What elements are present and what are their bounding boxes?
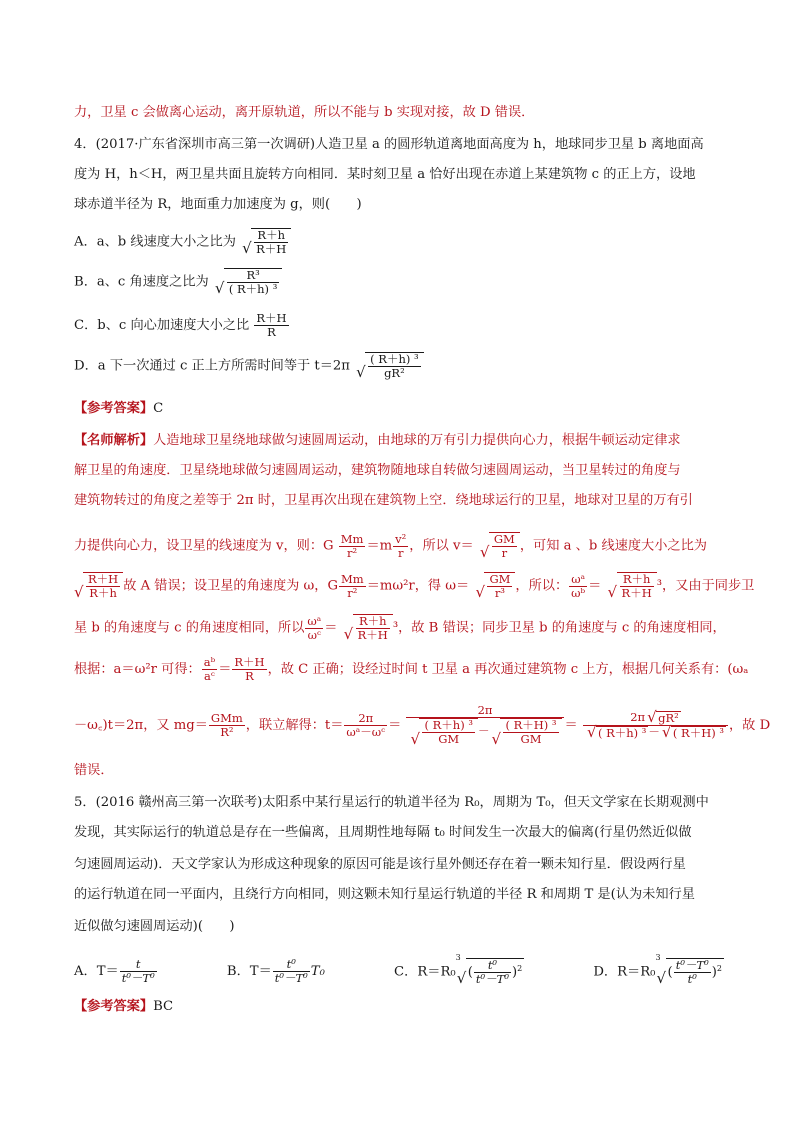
fraction-denominator: R＋H <box>256 242 287 257</box>
formula-fraction <box>273 958 310 985</box>
analysis-text: 星 b 的角速度与 c 的角速度相同，所以 <box>74 620 305 636</box>
fraction-numerator: ωᵃ <box>307 613 322 628</box>
formula-fraction <box>583 711 728 740</box>
fraction-denominator: r² <box>347 545 358 560</box>
fraction-denominator: gR² <box>384 366 405 381</box>
sqrt-symbol <box>74 572 123 600</box>
fraction-denominator: t⁰－T⁰ <box>475 972 509 987</box>
analysis-text: 2π <box>630 709 646 724</box>
fraction-denominator: R＋h <box>89 586 117 601</box>
analysis-text: ³，又由于同步卫 <box>656 578 755 594</box>
q4-analysis-line-3: 建筑物转过的角度之差等于 2π 时，卫星再次出现在建筑物上空．绕地球运行的卫星，地球对卫星的万有引 <box>74 493 693 508</box>
q4-answer <box>74 402 163 415</box>
formula-fraction <box>209 712 245 739</box>
fraction-denominator: r³ <box>494 586 505 601</box>
fraction-denominator: GM <box>438 732 460 747</box>
fraction-numerator: √ GM <box>493 532 515 546</box>
q4-analysis-line-9: 错误． <box>74 763 114 778</box>
fraction-denominator: r <box>397 545 404 560</box>
fraction-denominator: ( R＋h) ³ <box>228 282 278 297</box>
answer-label: 【参考答案】 <box>74 999 154 1014</box>
formula-fraction <box>422 719 474 746</box>
analysis-text: ( R＋h) ³ <box>597 725 647 740</box>
q4-option-d-fraction <box>368 353 420 380</box>
fraction-numerator: t <box>120 958 157 972</box>
formula-fraction <box>339 573 366 600</box>
fraction-denominator: ωᵇ <box>571 585 586 600</box>
fraction-denominator: ωᵃ－ωᶜ <box>346 724 386 739</box>
exponent: 2 <box>716 963 722 973</box>
sqrt-symbol <box>491 718 561 746</box>
q5-option-a <box>74 958 158 986</box>
fraction-numerator: 2π <box>344 712 387 726</box>
q4-option-c-fraction <box>254 312 288 339</box>
fraction-denominator: R＋H <box>621 586 652 601</box>
analysis-text: 力提供向心力，设卫星的线速度为 v，则：G <box>74 538 334 554</box>
q4-option-b-label: B．a、c 角速度之比为 <box>74 274 209 290</box>
analysis-text: － <box>648 724 660 739</box>
fraction-denominator: R＋H <box>357 628 388 643</box>
fraction-denominator: R² <box>220 724 234 739</box>
fraction-numerator: √ GM <box>489 572 511 586</box>
continued-analysis-line: 力，卫星 c 会做离心运动，离开原轨道，所以不能与 b 实现对接，故 D 错误． <box>74 105 535 120</box>
option-label: C．R＝R₀ <box>394 964 456 980</box>
formula-fraction <box>120 958 157 985</box>
q5-stem-line-5: 近似做匀速圆周运动)( ) <box>74 919 235 934</box>
formula-fraction <box>339 533 366 560</box>
sqrt-symbol <box>215 268 282 296</box>
analysis-text: ＝ <box>324 620 338 636</box>
analysis-text: 人造地球卫星绕地球做匀速圆周运动，由地球的万有引力提供向心力，根据牛顿运动定律求 <box>153 433 681 448</box>
sqrt-symbol <box>608 572 657 600</box>
formula-fraction <box>356 615 390 642</box>
analysis-text: ( R＋H) ³ <box>672 725 724 740</box>
fraction-denominator: GM <box>520 732 542 747</box>
q4-option-b-fraction <box>227 269 279 296</box>
fraction-numerator: 2π <box>406 704 563 718</box>
q4-stem-line-2: 度为 H，h＜H，两卫星共面且旋转方向相同．某时刻卫星 a 恰好出现在赤道上某建筑物 c 的正上方，设地 <box>74 167 696 182</box>
answer-value: C <box>153 401 164 416</box>
formula-fraction <box>487 573 512 600</box>
option-label: A．T＝ <box>74 964 119 980</box>
fraction-numerator: √ ( R＋h) ³ <box>424 718 473 733</box>
sqrt-symbol <box>662 726 726 740</box>
fraction-numerator: √ ( R＋h) ³ <box>370 352 419 366</box>
analysis-text: 故 A 错误；设卫星的角速度为 ω，G <box>123 578 339 594</box>
fraction-denominator <box>583 726 728 740</box>
formula-fraction <box>503 719 558 746</box>
q4-analysis-line-7 <box>74 656 748 683</box>
sqrt-symbol <box>410 718 477 746</box>
q4-option-c-label: C．b、c 向心加速度大小之比 <box>74 318 250 334</box>
analysis-text: ，可知 a 、b 线速度大小之比为 <box>519 538 707 554</box>
sqrt-symbol <box>242 228 291 256</box>
q5-option-d <box>593 953 724 987</box>
fraction-denominator: t⁰ <box>687 972 697 987</box>
q4-stem-line-3: 球赤道半径为 R，地面重力加速度为 g，则( ) <box>74 197 362 212</box>
sqrt-symbol: √ ( $\frac{\text{t⁰－T⁰}}{\text{t⁰}}$ )$^2$ <box>657 958 724 986</box>
q4-option-a-label: A．a、b 线速度大小之比为 <box>74 234 236 250</box>
exponent: 2 <box>517 963 523 973</box>
analysis-label: 【名师解析】 <box>74 433 154 448</box>
fraction-denominator: R <box>267 325 276 340</box>
analysis-text: ＝ <box>588 578 602 594</box>
fraction-numerator: v² <box>395 531 407 546</box>
formula-fraction <box>569 573 587 600</box>
root-index: 3 <box>455 953 461 962</box>
formula-fraction <box>474 959 511 986</box>
fraction-numerator: R＋H <box>234 655 265 669</box>
sqrt-symbol <box>344 614 393 642</box>
formula-fraction <box>492 533 517 560</box>
fraction-numerator: t⁰－T⁰ <box>675 958 709 972</box>
q5-stem-line-3: 匀速圆周运动)．天文学家认为形成这种现象的原因可能是该行星外侧还存在着一颗未知行星．假设两行星 <box>74 857 686 872</box>
formula-fraction <box>305 615 323 642</box>
analysis-text: － <box>477 724 490 739</box>
q4-option-b <box>74 268 282 296</box>
fraction-denominator: ωᶜ <box>307 627 322 642</box>
q4-option-a <box>74 228 291 256</box>
fraction-denominator: t⁰－T⁰ <box>121 971 155 986</box>
fraction-denominator: R <box>245 669 254 684</box>
q4-analysis-line-6 <box>74 614 726 642</box>
analysis-text: ＝m <box>366 538 393 554</box>
q4-option-a-fraction <box>254 229 288 256</box>
option-tail: T₀ <box>310 964 325 980</box>
q4-analysis-line-5 <box>74 572 754 600</box>
analysis-text: ＝mω²r，得 ω＝ <box>366 578 470 594</box>
analysis-text: ，故 C 正确；设经过时间 t 卫星 a 再次通过建筑物 c 上方，根据几何关系有：(ωₐ <box>267 662 749 678</box>
sqrt-symbol: √ ( $\frac{\text{t⁰}}{\text{t⁰－T⁰}}$ )$^2$ <box>457 958 524 986</box>
analysis-text: 根据：a＝ω²r 可得： <box>74 662 201 678</box>
formula-fraction <box>86 573 120 600</box>
q4-option-d-label: D．a 下一次通过 c 正上方所需时间等于 t＝2π <box>74 358 350 374</box>
q5-options <box>74 953 724 987</box>
analysis-text: gR² <box>658 710 679 725</box>
fraction-numerator <box>583 711 728 726</box>
fraction-numerator: √ R＋H <box>88 572 119 586</box>
fraction-denominator: r <box>501 546 508 561</box>
root-index: 3 <box>655 953 661 962</box>
fraction-numerator: √ R＋h <box>356 615 390 629</box>
q5-stem-line-4: 的运行轨道在同一平面内，且绕行方向相同，则这颗未知行星运行轨道的半径 R 和周期 T 是(认为未知行星 <box>74 887 695 902</box>
q4-analysis-line-2: 解卫星的角速度．卫星绕地球做匀速圆周运动，建筑物随地球自转做匀速圆周运动，当卫星转过的角度与 <box>74 463 681 478</box>
q4-analysis-line-8 <box>74 704 770 747</box>
fraction-numerator: √ R＋h <box>254 229 288 243</box>
fraction-numerator: R＋H <box>256 311 287 325</box>
fraction-numerator: ωᵃ <box>569 573 587 587</box>
fraction-numerator: Mm <box>340 531 364 546</box>
option-label: B．T＝ <box>226 964 272 980</box>
formula-fraction <box>674 959 711 986</box>
q4-stem-line-1: 4．(2017·广东省深圳市高三第一次调研)人造卫星 a 的圆形轨道离地面高度为 h，地球同步卫星 b 离地面高 <box>74 137 704 152</box>
fraction-numerator: aᵇ <box>203 655 216 669</box>
q4-option-d <box>74 352 424 380</box>
q5-answer <box>74 1000 173 1013</box>
fraction-denominator: r² <box>347 585 358 600</box>
sqrt-symbol <box>587 726 648 740</box>
analysis-text: ，所以： <box>515 578 569 594</box>
analysis-text: ＝ <box>564 717 578 733</box>
sqrt-symbol <box>356 352 423 380</box>
fraction-numerator: √ ( R＋H) ³ <box>505 718 557 733</box>
answer-value: BC <box>153 999 174 1014</box>
sqrt-symbol <box>475 572 515 600</box>
formula-fraction <box>393 533 408 560</box>
fraction-denominator: aᶜ <box>204 669 215 684</box>
analysis-text: ³，故 B 错误；同步卫星 b 的角速度与 c 的角速度相同， <box>392 620 726 636</box>
q5-option-c <box>394 953 524 987</box>
analysis-text: ，所以 v＝ <box>409 538 474 554</box>
fraction-denominator: t⁰－T⁰ <box>274 971 308 986</box>
option-label: D．R＝R₀ <box>593 964 656 980</box>
fraction-denominator <box>406 718 563 746</box>
analysis-text: －ω꜀)t＝2π，又 mg＝ <box>74 717 208 733</box>
q4-analysis-line-1 <box>74 434 681 447</box>
fraction-numerator: t⁰ <box>474 959 511 973</box>
sqrt-symbol <box>480 532 520 560</box>
q4-analysis-line-4 <box>74 532 707 560</box>
fraction-numerator: √ R³ <box>227 269 279 283</box>
q4-option-c <box>74 312 290 339</box>
formula-fraction <box>344 712 387 739</box>
analysis-text: ，故 D <box>729 717 771 733</box>
answer-label: 【参考答案】 <box>74 401 154 416</box>
formula-fraction <box>406 704 563 747</box>
formula-fraction <box>202 656 217 683</box>
formula-fraction <box>232 656 266 683</box>
q5-stem-line-2: 发现，其实际运行的轨道总是存在一些偏离，且周期性地每隔 t₀ 时间发生一次最大的偏离(行星仍然近似做 <box>74 825 692 840</box>
analysis-text: ，联立解得：t＝ <box>245 717 344 733</box>
analysis-text: ＝ <box>388 717 402 733</box>
fraction-numerator: t⁰ <box>273 958 310 972</box>
fraction-numerator: Mm <box>341 571 364 586</box>
fraction-numerator: GMm <box>210 710 243 725</box>
q5-option-b <box>227 958 325 986</box>
q5-stem-line-1: 5．(2016 赣州高三第一次联考)太阳系中某行星运行的轨道半径为 R₀，周期为 T₀，但天文学家在长期观测中 <box>74 795 709 810</box>
analysis-text: ＝ <box>218 662 232 678</box>
fraction-numerator: √ R＋h <box>620 573 654 587</box>
formula-fraction <box>620 573 654 600</box>
